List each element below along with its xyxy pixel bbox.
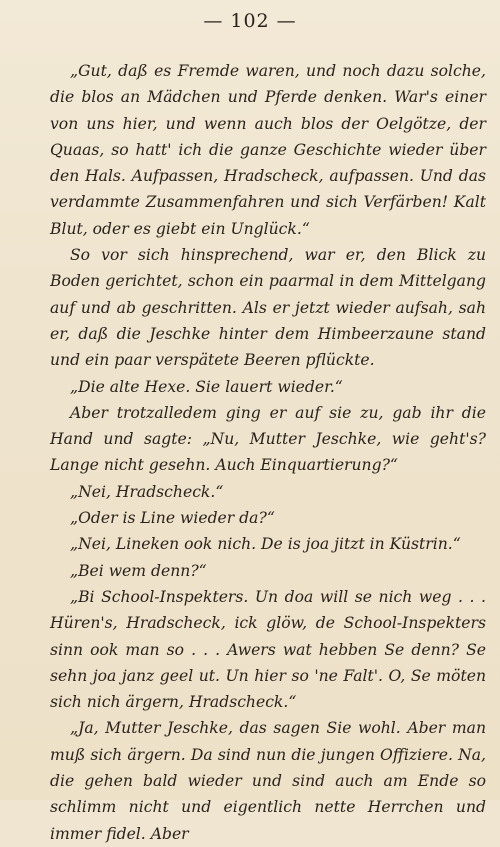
page-number-header: — 102 —	[203, 10, 297, 32]
paragraph-1: „Gut, daß es Fremde waren, und noch dazu solche, die blos an Mädchen und Pferde denken. War's einer von uns hier, und wenn auch blos der Oelgötze, der Quaas, so hatt' ich die ganze Geschichte wieder über den Hals. Aufpassen, Hradscheck, aufpassen. Und das verdammte Zusammenfahren und sich Verfärben! Kalt Blut, oder es giebt ein Unglück.“	[50, 62, 486, 238]
page-body-text	[50, 58, 486, 847]
paragraph-7: „Nei, Lineken ook nich. De is joa jitzt in Küstrin.“	[70, 535, 461, 554]
paragraph-2: So vor sich hinsprechend, war er, den Blick zu Boden gerichtet, schon ein paarmal in dem Mittelgang auf und ab geschritten. Als er jetzt wieder aufsah, sah er, daß die Jeschke hinter dem Himbeerzaune stand und ein paar verspätete Beeren pflückte.	[50, 246, 486, 370]
paragraph-5: „Nei, Hradscheck.“	[70, 482, 224, 501]
paragraph-6: „Oder is Line wieder da?“	[70, 509, 275, 528]
paragraph-8: „Bei wem denn?“	[70, 561, 207, 580]
paragraph-4: Aber trotzalledem ging er auf sie zu, gab ihr die Hand und sagte: „Nu, Mutter Jeschke, wie geht's? Lange nicht gesehn. Auch Einquartierung?“	[50, 403, 486, 475]
paragraph-10: „Ja, Mutter Jeschke, das sagen Sie wohl. Aber man muß sich ärgern. Da sind nun die jungen Offiziere. Na, die gehen bald wieder und sind auch am Ende so schlimm nicht und eigentlich nette Herrchen und immer fidel. Aber	[50, 719, 486, 843]
paragraph-9: „Bi School-Inspekters. Un doa will se nich weg . . . Hüren's, Hradscheck, ick glöw, de School-Inspekters sinn ook man so . . . Awers wat hebben Se denn? Se sehn joa janz geel ut. Un hier so 'ne Falt'. O, Se möten sich nich ärgern, Hradscheck.“	[50, 587, 486, 712]
paragraph-3: „Die alte Hexe. Sie lauert wieder.“	[70, 377, 343, 396]
